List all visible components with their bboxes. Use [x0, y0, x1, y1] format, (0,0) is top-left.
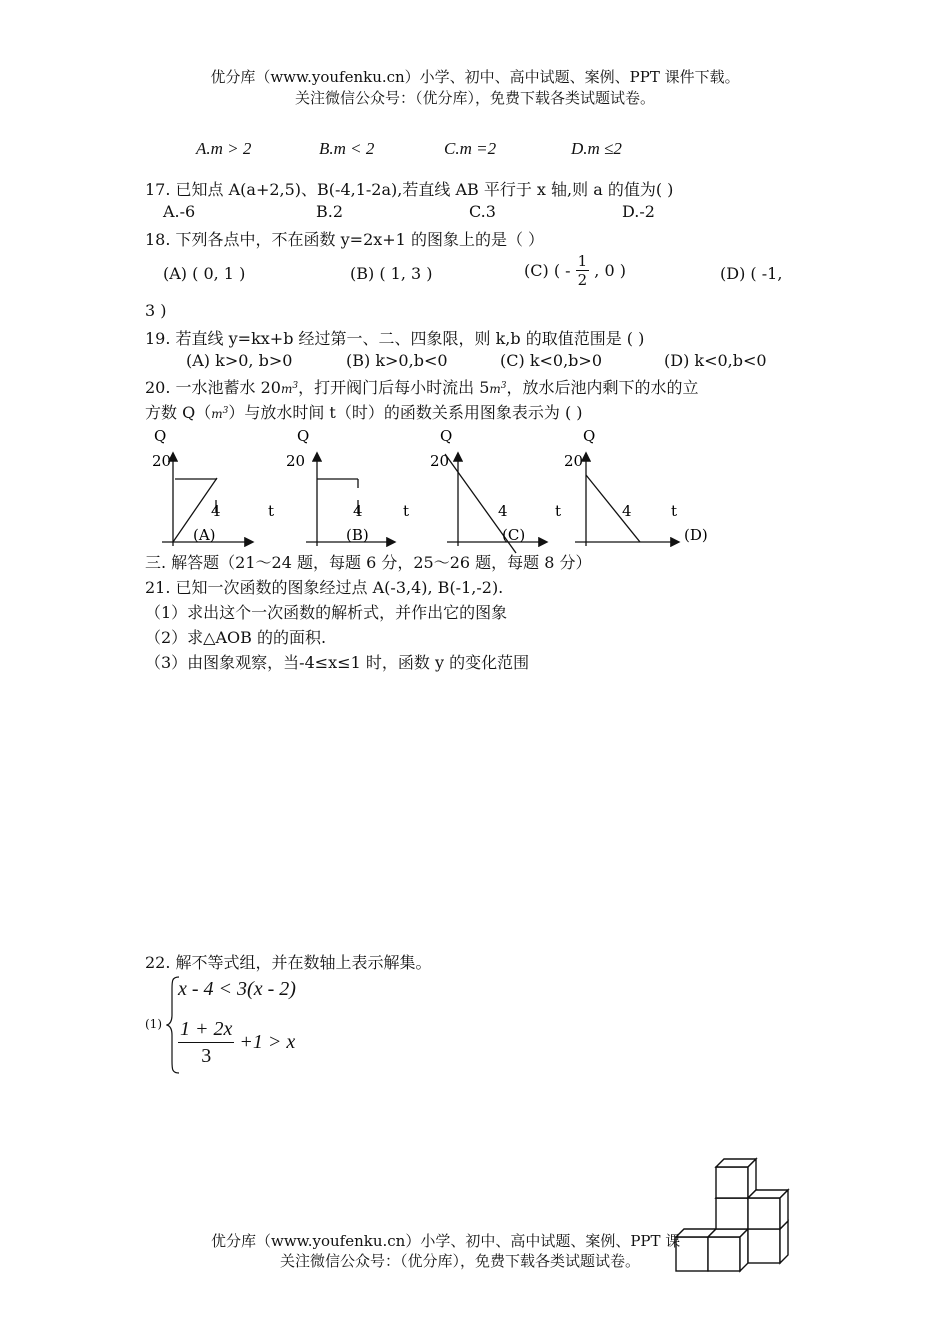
- q21-stem: 21. 已知一次函数的图象经过点 A(-3,4), B(-1,-2).: [145, 578, 504, 597]
- graph-b: [286, 427, 409, 546]
- q21-part-1: （1）求出这个一次函数的解析式，并作出它的图象: [145, 603, 508, 622]
- q19-option-a: (A) k>0, b>0: [186, 351, 293, 370]
- header-line-2: 关注微信公众号：（优分库），免费下载各类试题试卷。: [294, 89, 655, 107]
- graph-c: [430, 427, 561, 553]
- q17-stem: 17. 已知点 A(a+2,5)、B(-4,1-2a),若直线 AB 平行于 x 轴,则 a 的值为( ): [145, 180, 674, 199]
- graph-c-x-tick: 4: [498, 502, 508, 520]
- graph-a: [152, 427, 274, 546]
- q22-inequality-2: [178, 1016, 295, 1069]
- q18-option-b: (B) ( 1, 3 ): [350, 264, 433, 283]
- q22-inequality-1: x - 4 < 3(x - 2): [178, 978, 296, 1000]
- graph-d-y-tick: 20: [564, 452, 584, 470]
- q16-option-c: C.m =2: [444, 139, 497, 158]
- q20-text-c: ，放水后池内剩下的水的立: [506, 378, 699, 397]
- cubic-meter-unit: $m^3$: [211, 406, 229, 421]
- q22-inequality-2-rest: +1 > x: [239, 1031, 296, 1053]
- graph-a-x-label: t: [268, 502, 275, 520]
- graph-d: [564, 427, 708, 546]
- q16-option-a: A.m > 2: [196, 139, 252, 158]
- q18-option-d: (D) ( -1,: [720, 264, 783, 283]
- q16-option-b: B.m < 2: [319, 139, 375, 158]
- q22-stem: 22. 解不等式组，并在数轴上表示解集。: [145, 953, 432, 972]
- section-3-heading: 三. 解答题（21～24 题，每题 6 分，25～26 题，每题 8 分）: [145, 553, 592, 572]
- footer-line-1: 优分库（www.youfenku.cn）小学、初中、高中试题、案例、PPT 课: [211, 1232, 681, 1250]
- q18-option-c: [524, 252, 626, 289]
- q19-option-c: (C) k<0,b>0: [500, 351, 603, 370]
- graph-b-x-tick: 4: [353, 502, 363, 520]
- q21-part-2: （2）求△AOB 的的面积.: [145, 628, 327, 647]
- q19-option-d: (D) k<0,b<0: [664, 351, 767, 370]
- graph-d-option: (D): [684, 526, 708, 544]
- q18-option-c-fraction: [576, 252, 590, 289]
- graph-a-option: (A): [193, 526, 216, 544]
- graph-c-y-label: Q: [440, 427, 453, 445]
- q19-option-b: (B) k>0,b<0: [346, 351, 448, 370]
- q17-option-c: C.3: [469, 202, 496, 221]
- q18-option-d-cont: 3 ): [145, 301, 167, 320]
- cubic-meter-unit: $m^3$: [280, 381, 299, 396]
- q18-option-c-prefix: (C) ( -: [524, 261, 571, 280]
- graph-b-option: (B): [346, 526, 369, 544]
- fraction-numerator: 1 + 2x: [178, 1016, 234, 1043]
- q20-text-a: 20. 一水池蓄水 20: [145, 378, 281, 397]
- q20-text-d: 方数 Q（: [145, 403, 212, 422]
- graph-a-y-label: Q: [154, 427, 167, 445]
- q18-option-a: (A) ( 0, 1 ): [163, 264, 246, 283]
- q17-option-d: D.-2: [622, 202, 655, 221]
- q20-graphs: [140, 420, 720, 555]
- graph-d-x-label: t: [671, 502, 678, 520]
- cubic-meter-unit: $m^3$: [489, 381, 507, 396]
- q17-option-b: B.2: [316, 202, 344, 221]
- graph-d-line: [586, 475, 640, 542]
- header-line-1: 优分库（www.youfenku.cn）小学、初中、高中试题、案例、PPT 课件下载。: [210, 68, 740, 86]
- cube-stack-logo: [672, 1155, 797, 1277]
- graph-d-x-tick: 4: [622, 502, 632, 520]
- graph-c-option: (C): [502, 526, 526, 544]
- q16-option-d: D.m ≤2: [571, 139, 622, 158]
- q18-stem: 18. 下列各点中，不在函数 y=2x+1 的图象上的是（ ）: [145, 230, 545, 249]
- q20-text-b: ，打开阀门后每小时流出 5: [298, 378, 490, 397]
- graph-b-y-tick: 20: [286, 452, 306, 470]
- q20-line-1: [145, 375, 699, 398]
- q22-label: (1): [145, 1017, 162, 1031]
- q18-option-c-suffix: , 0 ): [594, 261, 626, 280]
- fraction-denominator: 2: [577, 271, 588, 289]
- graph-a-y-tick: 20: [152, 452, 172, 470]
- q21-part-3: （3）由图象观察，当-4≤x≤1 时，函数 y 的变化范围: [145, 653, 530, 672]
- q19-stem: 19. 若直线 y=kx+b 经过第一、二、四象限，则 k,b 的取值范围是 ( ): [145, 329, 645, 348]
- graph-b-y-label: Q: [297, 427, 310, 445]
- graph-c-y-tick: 20: [430, 452, 450, 470]
- footer-line-2: 关注微信公众号：（优分库），免费下载各类试题试卷。: [280, 1252, 641, 1270]
- graph-d-y-label: Q: [583, 427, 596, 445]
- q17-option-a: A.-6: [163, 202, 196, 221]
- q22-fraction: [178, 1016, 234, 1069]
- graph-c-x-label: t: [555, 502, 562, 520]
- graph-a-x-tick: 4: [211, 502, 221, 520]
- q20-text-e: ）与放水时间 t（时）的函数关系用图象表示为 ( ): [228, 403, 583, 422]
- fraction-denominator: 3: [201, 1045, 212, 1067]
- graph-b-x-label: t: [403, 502, 410, 520]
- fraction-numerator: 1: [577, 252, 588, 270]
